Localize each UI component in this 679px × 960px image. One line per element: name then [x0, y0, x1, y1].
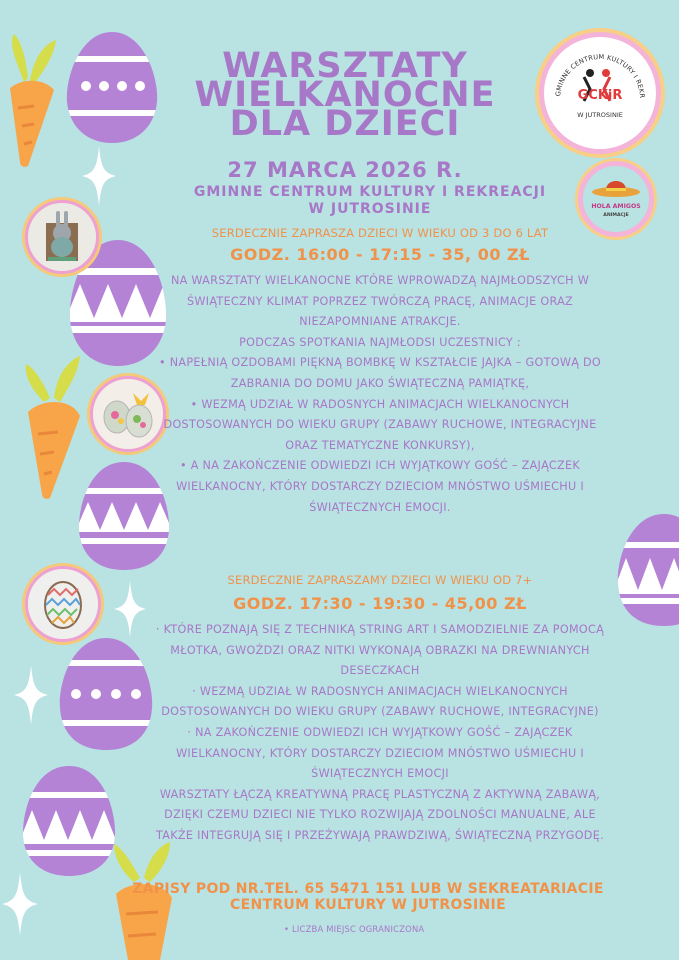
section2-line: TAKŻE INTEGRUJĄ SIĘ I PRZEŻYWAJĄ PRAWDZIWĄ, ŚWIĄTECZNĄ PRZYGODĘ.: [156, 828, 604, 842]
carrot-icon: [0, 30, 66, 170]
section2-line: DZIĘKI CZEMU DZIECI NIE TYLKO ROZWIJAJĄ ZDOLNOŚCI MANUALNE, ALE: [164, 808, 596, 822]
section1-line: NIEZAPOMNIANE ATRAKCJE.: [299, 315, 461, 329]
section1-line: • NAPEŁNIĄ OZDOBAMI PIĘKNĄ BOMBKĘ W KSZTAŁCIE JAJKA – GOTOWĄ DO: [158, 356, 602, 370]
easter-egg-icon: [64, 30, 160, 145]
gckir-logo: [539, 32, 661, 154]
section2-line: · NA ZAKOŃCZENIE ODWIEDZI ICH WYJĄTKOWY GOŚĆ – ZAJĄCZEK: [187, 725, 573, 739]
section1-line: PODCZAS SPOTKANIA NAJMŁODSI UCZESTNICY :: [239, 335, 521, 349]
sparkle-icon: [14, 664, 48, 726]
venue: [140, 184, 600, 218]
section1-line: • WEZMĄ UDZIAŁ W RADOSNYCH ANIMACJACH WIELKANOCNYCH: [190, 397, 570, 411]
title-line-2: WIELKANOCNE: [194, 75, 496, 115]
limited-places-note: • LICZBA MIEJSC OGRANICZONA: [284, 924, 425, 934]
section1-hours: GODZ. 16:00 - 17:15 - 35, 00 ZŁ: [230, 245, 530, 264]
venue-line-1: GMINNE CENTRUM KULTURY I REKREACJI: [193, 184, 547, 200]
sparkle-icon: [82, 146, 116, 206]
section1-line: ZABRANIA DO DOMU JAKO ŚWIĄTECZNĄ PAMIĄTKĘ,: [230, 376, 530, 390]
section2-line: DESECZKACH: [340, 664, 420, 678]
section1-invite: SERDECZNIE ZAPRASZA DZIECI W WIEKU OD 3 DO 6 LAT: [211, 226, 549, 240]
hola-amigos-name: HOLA AMIGOS: [591, 203, 641, 210]
section2-line: ŚWIĄTECZNYCH EMOCJI: [311, 767, 449, 781]
section2-line: WARSZTATY ŁĄCZĄ KREATYWNĄ PRACĘ PLASTYCZNĄ Z AKTYWNĄ ZABAWĄ,: [159, 787, 601, 801]
gckir-name: GCKiR: [577, 88, 623, 103]
title-line-1: WARSZTATY: [222, 46, 468, 86]
section1-line: WIELKANOCNY, KTÓRY DOSTARCZY DZIECIOM MNÓSTWO UŚMIECHU I: [176, 479, 584, 493]
section2-invite: SERDECZNIE ZAPRASZAMY DZIECI W WIEKU OD 7+: [227, 573, 533, 587]
section2-line: DOSTOSOWANYCH DO WIEKU GRUPY (ZABAWY RUCHOWE, INTEGRACYJNE): [161, 705, 599, 719]
section1-line: ŚWIĄTECZNYCH EMOCJI.: [309, 500, 451, 514]
section1-line: NA WARSZTATY WIELKANOCNE KTÓRE WPROWADZĄ NAJMŁODSZYCH W: [170, 274, 590, 287]
title-line-3: DLA DZIECI: [229, 104, 461, 144]
section2-body: [140, 620, 620, 847]
gckir-sub: W JUTROSINIE: [577, 111, 623, 119]
signup-info: [88, 881, 648, 913]
easter-egg-icon: [614, 512, 679, 628]
signup-line-1: ZAPISY POD NR.TEL. 65 5471 151 LUB W SEKREATARIACIE: [132, 881, 604, 897]
section1-line: ORAZ TEMATYCZNE KONKURSY),: [285, 438, 475, 452]
sparkle-icon: [2, 872, 38, 936]
carrot-icon: [14, 352, 94, 502]
section1-body: [140, 271, 620, 518]
signup-line-2: CENTRUM KULTURY W JUTROSINIE: [230, 897, 506, 913]
event-date: 27 MARCA 2026 R.: [227, 158, 463, 182]
bunny-craft-photo: [25, 200, 99, 274]
string-art-egg-photo: [25, 566, 101, 642]
gckir-arc-text: GMINNE CENTRUM KULTURY I REKR: [554, 52, 647, 99]
poster-title: [160, 46, 530, 144]
hola-amigos-sub: ANIMACJE: [603, 213, 629, 218]
section1-line: ŚWIĄTECZNY KLIMAT POPRZEZ TWÓRCZĄ PRACĘ, ANIMACJE ORAZ: [186, 294, 574, 308]
section1-line: DOSTOSOWANYCH DO WIEKU GRUPY (ZABAWY RUCHOWE, INTEGRACYJNE: [163, 418, 597, 432]
section2-line: MŁOTKA, GWOŹDZI ORAZ NITKI WYKONAJĄ OBRAZKI NA DREWNIANYCH: [170, 643, 590, 657]
section2-hours: GODZ. 17:30 - 19:30 - 45,00 ZŁ: [233, 594, 527, 613]
section2-line: · KTÓRE POZNAJĄ SIĘ Z TECHNIKĄ STRING ART I SAMODZIELNIE ZA POMOCĄ: [155, 623, 605, 636]
section2-line: WIELKANOCNY, KTÓRY DOSTARCZY DZIECIOM MNÓSTWO UŚMIECHU I: [176, 746, 584, 760]
venue-line-2: W JUTROSINIE: [308, 201, 432, 217]
section1-line: • A NA ZAKOŃCZENIE ODWIEDZI ICH WYJĄTKOWY GOŚĆ – ZAJĄCZEK: [179, 459, 580, 473]
section2-line: · WEZMĄ UDZIAŁ W RADOSNYCH ANIMACJACH WIELKANOCNYCH: [192, 684, 568, 698]
